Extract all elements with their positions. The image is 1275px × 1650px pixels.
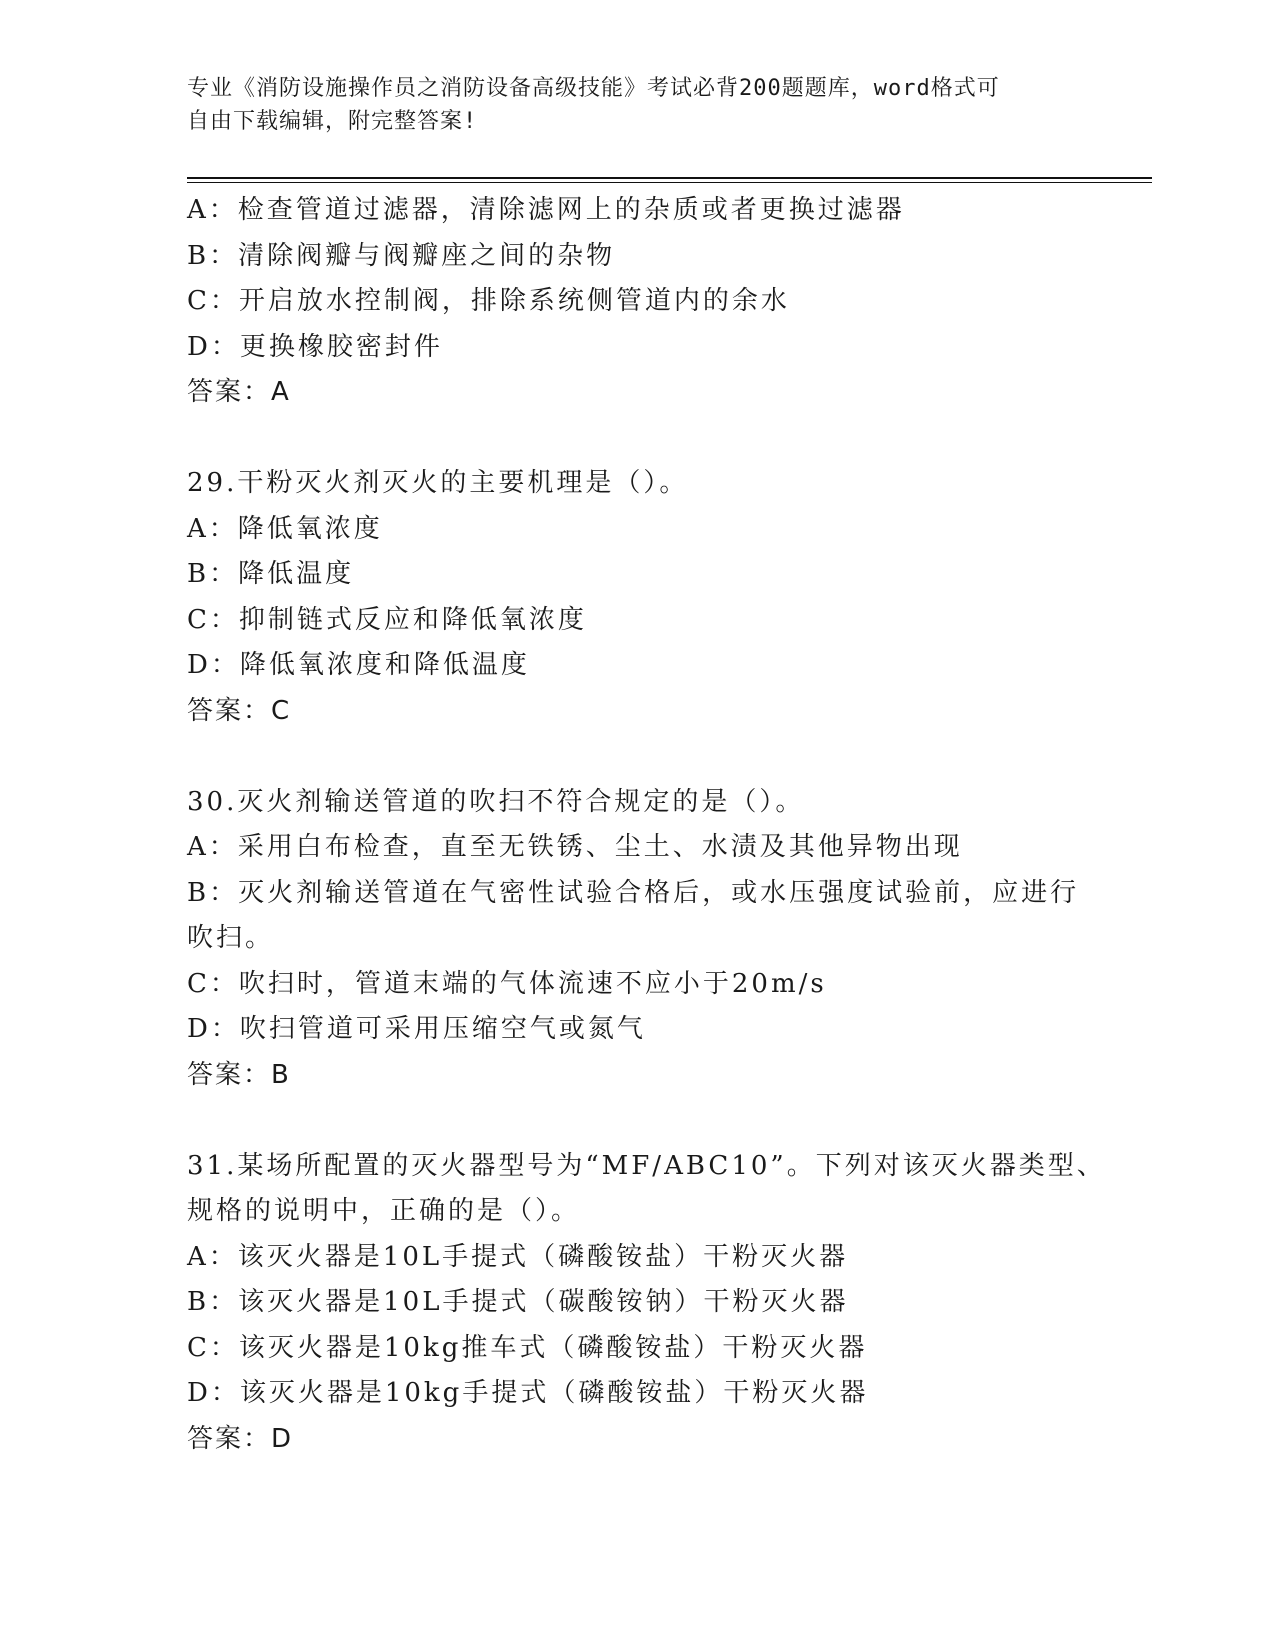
option-b-line-1: B：灭火剂输送管道在气密性试验合格后，或水压强度试验前，应进行 [187,877,1080,908]
option-c: C：开启放水控制阀，排除系统侧管道内的余水 [187,286,790,316]
option-c: C：吹扫时，管道末端的气体流速不应小于20m/s [187,968,827,999]
question-block-30 [187,780,1080,1099]
option-c: C：该灭火器是10kg推车式（磷酸铵盐）干粉灭火器 [187,1332,868,1363]
question-text-line-1: 31.某场所配置的灭火器型号为“MF/ABC10”。下列对该灭火器类型、 [187,1150,1106,1181]
option-a: A：采用白布检查，直至无铁锈、尘土、水渍及其他异物出现 [187,832,963,862]
question-list [187,188,1106,1462]
option-a: A：该灭火器是10L手提式（磷酸铵盐）干粉灭火器 [187,1241,849,1272]
question-block-28 [187,188,1067,416]
question-text: 29.干粉灭火剂灭火的主要机理是（）。 [187,468,689,498]
question-text-line-2: 规格的说明中，正确的是（）。 [187,1196,581,1226]
spacer [187,734,1067,780]
answer-line: 答案：D [187,1423,294,1454]
header-line-2: 自由下载编辑，附完整答案! [187,109,478,134]
answer-line: 答案：A [187,377,291,407]
question-text: 30.灭火剂输送管道的吹扫不符合规定的是（）。 [187,786,805,817]
answer-line: 答案：C [187,695,292,726]
answer-line: 答案：B [187,1059,291,1090]
option-a: A：降低氧浓度 [187,513,383,544]
option-b-line-2: 吹扫。 [187,923,275,953]
option-d: D：更换橡胶密封件 [187,331,443,362]
document-header [187,72,1067,138]
header-line-1: 专业《消防设施操作员之消防设备高级技能》考试必背200题题库，word格式可 [187,76,1000,101]
option-d: D：该灭火器是10kg手提式（磷酸铵盐）干粉灭火器 [187,1378,869,1408]
option-d: D：降低氧浓度和降低温度 [187,650,530,680]
option-b: B：该灭火器是10L手提式（碳酸铵钠）干粉灭火器 [187,1287,849,1317]
option-b: B：清除阀瓣与阀瓣座之间的杂物 [187,240,616,271]
question-block-31 [187,1144,1106,1463]
spacer [187,416,1067,462]
header-divider-thin [187,182,1152,183]
header-divider-thick [187,177,1152,179]
option-b: B：降低温度 [187,559,355,589]
option-c: C：抑制链式反应和降低氧浓度 [187,604,587,635]
option-d: D：吹扫管道可采用压缩空气或氮气 [187,1014,646,1044]
option-a: A：检查管道过滤器，清除滤网上的杂质或者更换过滤器 [187,195,905,225]
question-block-29 [187,461,1067,734]
spacer [187,1098,1067,1144]
